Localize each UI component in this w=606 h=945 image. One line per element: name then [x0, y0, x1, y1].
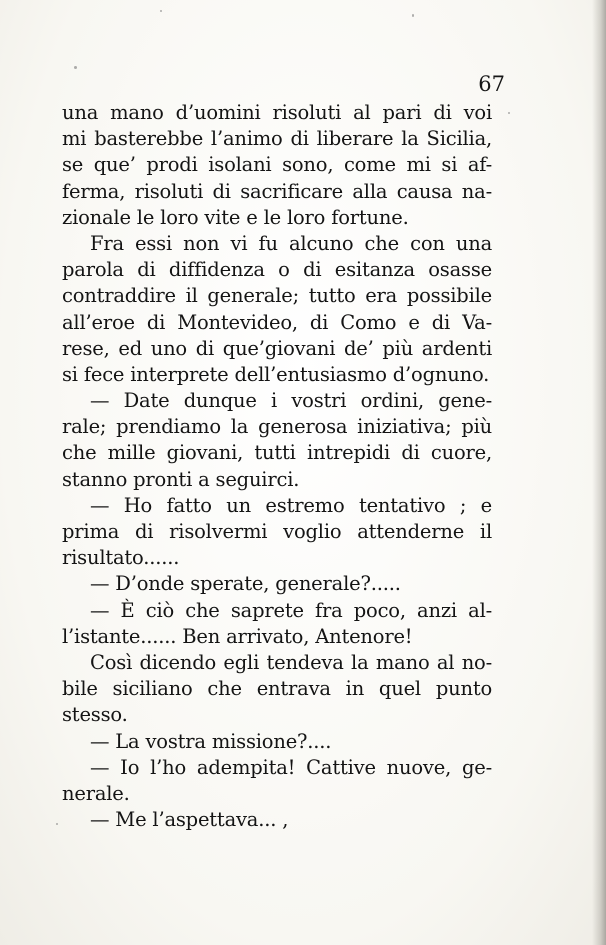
text-line: — La vostra missione?....: [90, 729, 332, 753]
text-line: — Ho fatto un estremo tentativo ; e: [90, 493, 492, 517]
text-line: Così dicendo egli tendeva la mano al no-: [90, 650, 492, 674]
text-line: — Me l’aspettava... ,: [90, 808, 289, 832]
text-line: all’eroe di Montevideo, di Como e di Va-: [62, 310, 492, 334]
text-line: — D’onde sperate, generale?.....: [90, 572, 401, 596]
text-line: stesso.: [62, 703, 128, 727]
text-line: bile siciliano che entrava in quel punto: [62, 677, 492, 701]
text-line: rese, ed uno di que’giovani de’ più ardenti: [62, 336, 492, 360]
text-line: risultato......: [62, 546, 180, 570]
ink-speck: [508, 112, 510, 114]
text-line: l’istante...... Ben arrivato, Antenore!: [62, 624, 413, 648]
text-line: — Io l’ho adempita! Cattive nuove, ge-: [90, 755, 492, 779]
text-line: una mano d’uomini risoluti al pari di voi: [62, 101, 492, 124]
text-line: — È ciò che saprete fra poco, anzi al-: [90, 598, 492, 622]
text-line: Fra essi non vi fu alcuno che con una: [90, 231, 492, 255]
text-line: stanno pronti a seguirci.: [62, 467, 300, 491]
text-line: mi basterebbe l’animo di liberare la Sicilia,: [62, 127, 492, 151]
text-line: si fece interprete dell’entusiasmo d’ognuno.: [62, 362, 490, 386]
ink-speck: [412, 14, 414, 17]
text-line: — Date dunque i vostri ordini, gene-: [90, 389, 492, 413]
text-line: contraddire il generale; tutto era possibile: [62, 284, 492, 308]
page-gutter-shadow: [592, 0, 606, 945]
text-line: ferma, risoluti di sacrificare alla causa na-: [62, 179, 492, 203]
page-number: 67: [478, 72, 505, 96]
text-line: rale; prendiamo la generosa iniziativa; più: [62, 415, 492, 439]
text-line: zionale le loro vite e le loro fortune.: [62, 205, 409, 229]
ink-speck: [74, 66, 77, 69]
body-text: [62, 100, 492, 833]
ink-speck: [56, 823, 58, 825]
text-line: nerale.: [62, 781, 130, 805]
text-line: parola di diffidenza o di esitanza osasse: [62, 258, 492, 282]
text-line: prima di risolvermi voglio attenderne il: [62, 520, 492, 543]
text-line: che mille giovani, tutti intrepidi di cuore,: [62, 441, 492, 465]
text-line: se que’ prodi isolani sono, come mi si af-: [62, 153, 492, 177]
ink-speck: [160, 10, 162, 12]
